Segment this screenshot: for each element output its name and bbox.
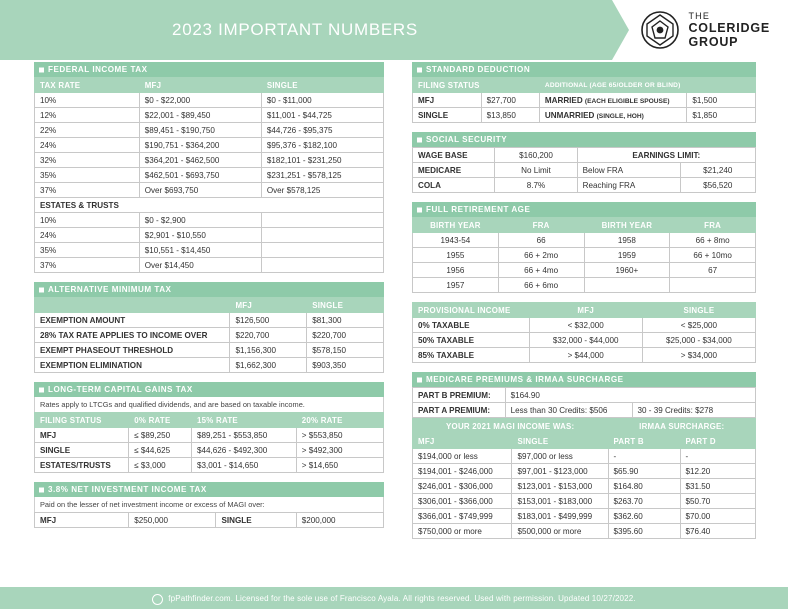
col-mfj: MFJ [230,298,307,313]
cell: $1,500 [687,93,756,108]
cell: MEDICARE [413,163,495,178]
col-filing-status: FILING STATUS [35,413,129,428]
cell: Over $14,450 [139,258,261,273]
col-rate-0: 0% RATE [129,413,192,428]
table-header-row [35,78,384,93]
table-row [35,313,384,328]
table-row [35,428,384,443]
cell: COLA [413,178,495,193]
table-header-row [413,303,756,318]
cell [261,258,383,273]
cell: 37% [35,258,140,273]
cell: 1960+ [584,263,670,278]
section-title-federal-income-tax [34,62,384,77]
cell: EXEMPTION AMOUNT [35,313,230,328]
niit-table [34,512,384,528]
table-header-row [413,419,756,434]
cell: < $32,000 [529,318,642,333]
cell: $123,001 - $153,000 [512,479,608,494]
coleridge-logo-icon [640,10,680,50]
part-a-value-2: 30 - 39 Credits: $278 [632,403,755,418]
table-row [35,343,384,358]
cell: $306,001 - $366,000 [413,494,512,509]
section-label: FULL RETIREMENT AGE [426,205,531,214]
cell [261,243,383,258]
cell: MFJ [35,428,129,443]
niit-note: Paid on the lesser of net investment income or excess of MAGI over: [34,497,384,512]
bullet-icon [417,377,422,382]
cell: > $553,850 [296,428,383,443]
cell: EXEMPT PHASEOUT THRESHOLD [35,343,230,358]
part-b-label: PART B PREMIUM: [413,388,506,403]
cell: $89,451 - $190,750 [139,123,261,138]
cell: $1,850 [687,108,756,123]
cell: $56,520 [680,178,755,193]
cell: Below FRA [577,163,680,178]
bullet-icon [417,67,422,72]
right-column [412,62,756,539]
cell: $164.80 [608,479,680,494]
cell: 66 + 10mo [670,248,756,263]
section-title-medicare [412,372,756,387]
cell: Reaching FRA [577,178,680,193]
table-row [413,333,756,348]
table-row [35,183,384,198]
cell-mfj-value: $250,000 [129,513,216,528]
cell: 10% [35,93,140,108]
cell-earnings-limit: EARNINGS LIMIT: [577,148,755,163]
table-row [35,138,384,153]
cell: ≤ $89,250 [129,428,192,443]
cell: MFJ [413,93,482,108]
cell: $50.70 [680,494,755,509]
standard-deduction-table [412,77,756,123]
cell: 32% [35,153,140,168]
table-row [35,168,384,183]
section-title-full-retirement-age [412,202,756,217]
footer-text: fpPathfinder.com. Licensed for the sole use of Francisco Ayala. All rights reserved. Used with permission. Updated 10/27/2022. [168,593,636,603]
col-tax-rate: TAX RATE [35,78,140,93]
cell: 28% TAX RATE APPLIES TO INCOME OVER [35,328,230,343]
cell: $190,751 - $364,200 [139,138,261,153]
logo-line-2: COLERIDGE [688,21,770,36]
section-label: 3.8% NET INVESTMENT INCOME TAX [48,485,207,494]
cell: ≤ $44,625 [129,443,192,458]
table-subheader-row [413,434,756,449]
section-label: MEDICARE PREMIUMS & IRMAA SURCHARGE [426,375,624,384]
table-row [413,233,756,248]
logo [640,10,770,50]
cell: 0% TAXABLE [413,318,530,333]
cell: 24% [35,138,140,153]
col-rate-15: 15% RATE [192,413,297,428]
cell: WAGE BASE [413,148,495,163]
cell: 66 + 2mo [498,248,584,263]
cell: $65.90 [608,464,680,479]
cell: 50% TAXABLE [413,333,530,348]
table-row [413,108,756,123]
cell: SINGLE [413,108,482,123]
col-part-b: PART B [608,434,680,449]
table-row [413,248,756,263]
logo-line-1: THE [688,10,711,21]
cell: $194,000 or less [413,449,512,464]
section-label: SOCIAL SECURITY [426,135,508,144]
col-mfj: MFJ [413,434,512,449]
section-label: LONG-TERM CAPITAL GAINS TAX [48,385,193,394]
col-mfj: MFJ [139,78,261,93]
cell: 37% [35,183,140,198]
cell: Over $578,125 [261,183,383,198]
logo-text [688,11,770,49]
cell: $3,001 - $14,650 [192,458,297,473]
section-title-standard-deduction [412,62,756,77]
col-fra-1: FRA [498,218,584,233]
cell-mfj-label: MFJ [35,513,129,528]
table-row [35,243,384,258]
irmaa-table [412,418,756,539]
cell: $362.60 [608,509,680,524]
cell-married [539,93,686,108]
table-row [35,443,384,458]
bullet-icon [417,207,422,212]
table-row [413,263,756,278]
table-row [35,358,384,373]
cell: $578,150 [307,343,384,358]
section-label: ALTERNATIVE MINIMUM TAX [48,285,172,294]
cell: $462,501 - $693,750 [139,168,261,183]
estates-trusts-label: ESTATES & TRUSTS [35,198,384,213]
cell: 1959 [584,248,670,263]
table-row [35,108,384,123]
cell: $1,156,300 [230,343,307,358]
table-row [413,464,756,479]
col-filing-status: FILING STATUS [413,78,540,93]
cell: $0 - $11,000 [261,93,383,108]
bullet-icon [39,287,44,292]
col-rate-20: 20% RATE [296,413,383,428]
cell: > $44,000 [529,348,642,363]
cell: $25,000 - $34,000 [642,333,755,348]
cell: > $492,300 [296,443,383,458]
cell: $76.40 [680,524,755,539]
cell: $11,001 - $44,725 [261,108,383,123]
table-row [413,163,756,178]
cell: EXEMPTION ELIMINATION [35,358,230,373]
cell [584,278,670,293]
cell: $32,000 - $44,000 [529,333,642,348]
table-row [413,494,756,509]
cell: $220,700 [307,328,384,343]
cell [261,228,383,243]
cell: $13,850 [481,108,539,123]
col-single: SINGLE [642,303,755,318]
page-footer [0,587,788,609]
cell-single-value: $200,000 [296,513,383,528]
cell: Over $693,750 [139,183,261,198]
cell: 22% [35,123,140,138]
cell: 66 + 8mo [670,233,756,248]
social-security-table [412,147,756,193]
table-header-row [413,78,756,93]
cell: $95,376 - $182,100 [261,138,383,153]
cell: $220,700 [230,328,307,343]
col-irmaa-header: IRMAA SURCHARGE: [608,419,756,434]
cell: $0 - $22,000 [139,93,261,108]
cell: 1956 [413,263,499,278]
bullet-icon [417,137,422,142]
page-header [0,0,788,60]
cell: $89,251 - $553,850 [192,428,297,443]
table-row [413,93,756,108]
married-sub: (EACH ELIGIBLE SPOUSE) [584,97,670,105]
col-mfj: MFJ [529,303,642,318]
cell: $246,001 - $306,000 [413,479,512,494]
cell: ESTATES/TRUSTS [35,458,129,473]
bullet-icon [39,487,44,492]
table-row [413,148,756,163]
table-row [413,178,756,193]
section-title-ltcg [34,382,384,397]
medicare-premium-table [412,387,756,418]
table-row [35,93,384,108]
cell: < $25,000 [642,318,755,333]
table-header-row [413,218,756,233]
cell: > $34,000 [642,348,755,363]
table-row [413,479,756,494]
cell: $182,101 - $231,250 [261,153,383,168]
estates-trusts-header-row [35,198,384,213]
cell: No Limit [495,163,577,178]
col-single: SINGLE [307,298,384,313]
cell: $81,300 [307,313,384,328]
table-header-row [35,413,384,428]
cell: 1957 [413,278,499,293]
cell: $160,200 [495,148,577,163]
cell: 1943-54 [413,233,499,248]
table-row [413,509,756,524]
cell: $366,001 - $749,999 [413,509,512,524]
col-fra-2: FRA [670,218,756,233]
copyright-icon [152,594,163,605]
ltcg-table [34,412,384,473]
cell: $21,240 [680,163,755,178]
section-title-social-security [412,132,756,147]
col-additional: ADDITIONAL (AGE 65/OLDER OR BLIND) [539,78,755,93]
cell: $395.60 [608,524,680,539]
cell [670,278,756,293]
table-row [413,388,756,403]
cell: 1955 [413,248,499,263]
married-label: MARRIED [544,95,583,105]
table-row [35,153,384,168]
cell: $263.70 [608,494,680,509]
cell: $183,001 - $499,999 [512,509,608,524]
cell: $0 - $2,900 [139,213,261,228]
cell: > $14,650 [296,458,383,473]
amt-table [34,297,384,373]
table-row [413,278,756,293]
table-row [413,524,756,539]
cell-unmarried [539,108,686,123]
cell: $10,551 - $14,450 [139,243,261,258]
cell: SINGLE [35,443,129,458]
cell: $27,700 [481,93,539,108]
cell [261,213,383,228]
cell: 10% [35,213,140,228]
table-row [35,328,384,343]
cell: 35% [35,168,140,183]
cell: - [680,449,755,464]
col-part-d: PART D [680,434,755,449]
table-row [413,449,756,464]
bullet-icon [39,67,44,72]
cell: $500,000 or more [512,524,608,539]
cell: $31.50 [680,479,755,494]
cell: $12.20 [680,464,755,479]
section-title-amt [34,282,384,297]
cell: $70.00 [680,509,755,524]
cell: ≤ $3,000 [129,458,192,473]
cell: $97,001 - $123,000 [512,464,608,479]
table-row [413,318,756,333]
cell: $750,000 or more [413,524,512,539]
table-row [413,348,756,363]
federal-income-tax-table [34,77,384,273]
part-a-label: PART A PREMIUM: [413,403,506,418]
section-title-niit [34,482,384,497]
table-row [35,458,384,473]
cell: - [608,449,680,464]
table-row [35,213,384,228]
cell: $231,251 - $578,125 [261,168,383,183]
logo-line-3: GROUP [688,35,739,50]
col-blank [35,298,230,313]
cell: 8.7% [495,178,577,193]
cell: 66 + 6mo [498,278,584,293]
table-header-row [35,298,384,313]
part-a-value-1: Less than 30 Credits: $506 [505,403,632,418]
cell: 66 [498,233,584,248]
cell: $153,001 - $183,000 [512,494,608,509]
col-provisional-income: PROVISIONAL INCOME [413,303,530,318]
cell: 24% [35,228,140,243]
page-title: 2023 IMPORTANT NUMBERS [172,20,418,39]
col-magi-header: YOUR 2021 MAGI INCOME WAS: [413,419,609,434]
cell: $126,500 [230,313,307,328]
cell: $2,901 - $10,550 [139,228,261,243]
cell: $44,626 - $492,300 [192,443,297,458]
table-row [35,513,384,528]
section-label: STANDARD DEDUCTION [426,65,531,74]
cell: 85% TAXABLE [413,348,530,363]
cell: 1958 [584,233,670,248]
cell: 12% [35,108,140,123]
full-retirement-age-table [412,217,756,293]
cell: 67 [670,263,756,278]
section-label: FEDERAL INCOME TAX [48,65,148,74]
table-row [413,403,756,418]
unmarried-label: UNMARRIED [544,110,595,120]
table-row [35,258,384,273]
part-b-value: $164.90 [505,388,755,403]
unmarried-sub: (SINGLE, HOH) [596,112,644,120]
table-row [35,228,384,243]
table-row [35,123,384,138]
left-column [34,62,384,528]
col-birth-year-1: BIRTH YEAR [413,218,499,233]
cell: $364,201 - $462,500 [139,153,261,168]
bullet-icon [39,387,44,392]
cell: $1,662,300 [230,358,307,373]
cell: $903,350 [307,358,384,373]
col-single: SINGLE [261,78,383,93]
cell: $97,000 or less [512,449,608,464]
cell: 66 + 4mo [498,263,584,278]
cell-single-label: SINGLE [216,513,296,528]
cell: $194,001 - $246,000 [413,464,512,479]
cell: $44,726 - $95,375 [261,123,383,138]
provisional-income-table [412,302,756,363]
cell: 35% [35,243,140,258]
cell: $22,001 - $89,450 [139,108,261,123]
ltcg-note: Rates apply to LTCGs and qualified dividends, and are based on taxable income. [34,397,384,412]
col-single: SINGLE [512,434,608,449]
col-birth-year-2: BIRTH YEAR [584,218,670,233]
